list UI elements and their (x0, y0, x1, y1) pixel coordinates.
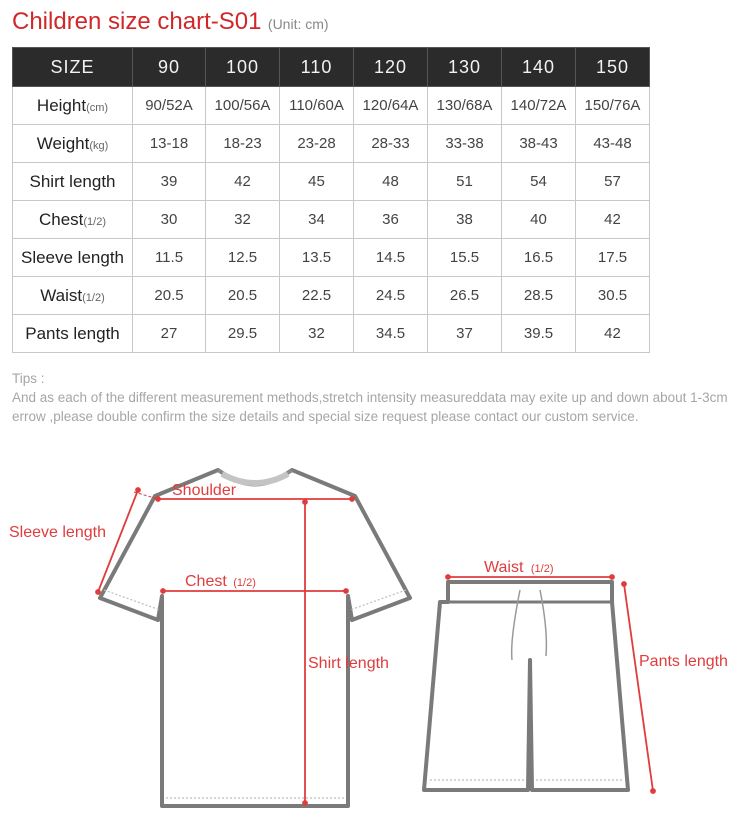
table-cell: 34.5 (354, 315, 428, 353)
chest-label-text: Chest (185, 573, 227, 590)
table-row-shirt-length (13, 163, 650, 201)
table-cell: 39 (133, 163, 206, 201)
table-cell: 40 (502, 201, 576, 239)
table-cell: 33-38 (428, 125, 502, 163)
tshirt-illustration (100, 470, 410, 806)
measurement-diagram (0, 450, 750, 820)
table-cell: 110/60A (280, 87, 354, 125)
table-cell: 34 (280, 201, 354, 239)
table-cell: 48 (354, 163, 428, 201)
table-cell: 38-43 (502, 125, 576, 163)
row-label-text: Height (36, 95, 87, 115)
table-cell: 120/64A (354, 87, 428, 125)
waist-label-text: Waist (484, 559, 524, 576)
row-label (13, 277, 133, 315)
table-cell: 28-33 (354, 125, 428, 163)
table-cell: 29.5 (206, 315, 280, 353)
table-cell: 13.5 (280, 239, 354, 277)
row-label-text: Chest (38, 209, 84, 229)
table-row-height (13, 87, 650, 125)
table-cell: 51 (428, 163, 502, 201)
row-label-text: Sleeve length (20, 247, 125, 267)
table-cell: 39.5 (502, 315, 576, 353)
waist-label (484, 559, 553, 576)
table-cell: 45 (280, 163, 354, 201)
row-label-unit: (1/2) (83, 215, 107, 228)
table-cell: 38 (428, 201, 502, 239)
table-cell: 13-18 (133, 125, 206, 163)
row-label-unit: (kg) (89, 139, 109, 152)
table-cell: 32 (280, 315, 354, 353)
table-cell: 100/56A (206, 87, 280, 125)
row-label-text: Shirt length (29, 171, 116, 191)
tips-heading: Tips : (12, 371, 45, 386)
table-cell: 11.5 (133, 239, 206, 277)
size-header-cell: 140 (502, 48, 576, 87)
tips-body: And as each of the different measurement methods,stretch intensity measureddata may exite up and down about 1-3cm errow ,please double confirm the size details and special size request please contact our custom service. (12, 390, 728, 424)
table-cell: 43-48 (576, 125, 650, 163)
size-header-cell: 90 (133, 48, 206, 87)
table-cell: 90/52A (133, 87, 206, 125)
row-label (13, 125, 133, 163)
table-cell: 20.5 (206, 277, 280, 315)
table-cell: 37 (428, 315, 502, 353)
table-cell: 12.5 (206, 239, 280, 277)
size-header-cell: 100 (206, 48, 280, 87)
table-row-sleeve-length (13, 239, 650, 277)
waist-label-sub: (1/2) (530, 563, 554, 575)
sleeve-length-label: Sleeve length (9, 524, 106, 541)
table-cell: 130/68A (428, 87, 502, 125)
table-cell: 26.5 (428, 277, 502, 315)
table-cell: 42 (576, 201, 650, 239)
table-cell: 30.5 (576, 277, 650, 315)
table-cell: 150/76A (576, 87, 650, 125)
row-label-unit: (1/2) (82, 291, 105, 304)
size-header-cell: 130 (428, 48, 502, 87)
table-row-chest (13, 201, 650, 239)
row-label-unit: (cm) (86, 101, 109, 114)
table-cell: 57 (576, 163, 650, 201)
table-cell: 22.5 (280, 277, 354, 315)
row-label (13, 87, 133, 125)
row-label-text: Waist (40, 285, 83, 305)
table-cell: 42 (206, 163, 280, 201)
shoulder-label: Shoulder (172, 482, 237, 499)
chest-label-sub: (1/2) (233, 577, 256, 589)
table-cell: 18-23 (206, 125, 280, 163)
row-label (13, 315, 133, 353)
table-cell: 23-28 (280, 125, 354, 163)
size-header-cell: 120 (354, 48, 428, 87)
table-row-waist (13, 277, 650, 315)
size-header-row (13, 48, 650, 87)
table-cell: 16.5 (502, 239, 576, 277)
table-cell: 32 (206, 201, 280, 239)
chart-title (12, 8, 329, 36)
table-cell: 20.5 (133, 277, 206, 315)
table-cell: 54 (502, 163, 576, 201)
table-cell: 24.5 (354, 277, 428, 315)
table-cell: 140/72A (502, 87, 576, 125)
pants-length-label: Pants length (639, 653, 728, 670)
row-label (13, 201, 133, 239)
table-cell: 27 (133, 315, 206, 353)
chart-title-unit: (Unit: cm) (267, 16, 329, 32)
size-header-cell: SIZE (13, 48, 133, 87)
chart-title-main: Children size chart-S01 (12, 8, 262, 35)
table-cell: 36 (354, 201, 428, 239)
row-label-text: Pants length (25, 323, 120, 343)
table-cell: 30 (133, 201, 206, 239)
table-cell: 42 (576, 315, 650, 353)
table-cell: 17.5 (576, 239, 650, 277)
row-label (13, 163, 133, 201)
pants-length-line (624, 584, 653, 791)
table-row-weight (13, 125, 650, 163)
table-cell: 14.5 (354, 239, 428, 277)
table-row-pants-length (13, 315, 650, 353)
row-label-text: Weight (36, 133, 90, 153)
size-header-cell: 110 (280, 48, 354, 87)
size-table (12, 47, 650, 353)
row-label (13, 239, 133, 277)
table-cell: 15.5 (428, 239, 502, 277)
shirt-length-label: Shirt length (308, 655, 389, 672)
shorts-illustration (424, 582, 628, 790)
size-header-cell: 150 (576, 48, 650, 87)
table-cell: 28.5 (502, 277, 576, 315)
tips-section (12, 369, 732, 426)
